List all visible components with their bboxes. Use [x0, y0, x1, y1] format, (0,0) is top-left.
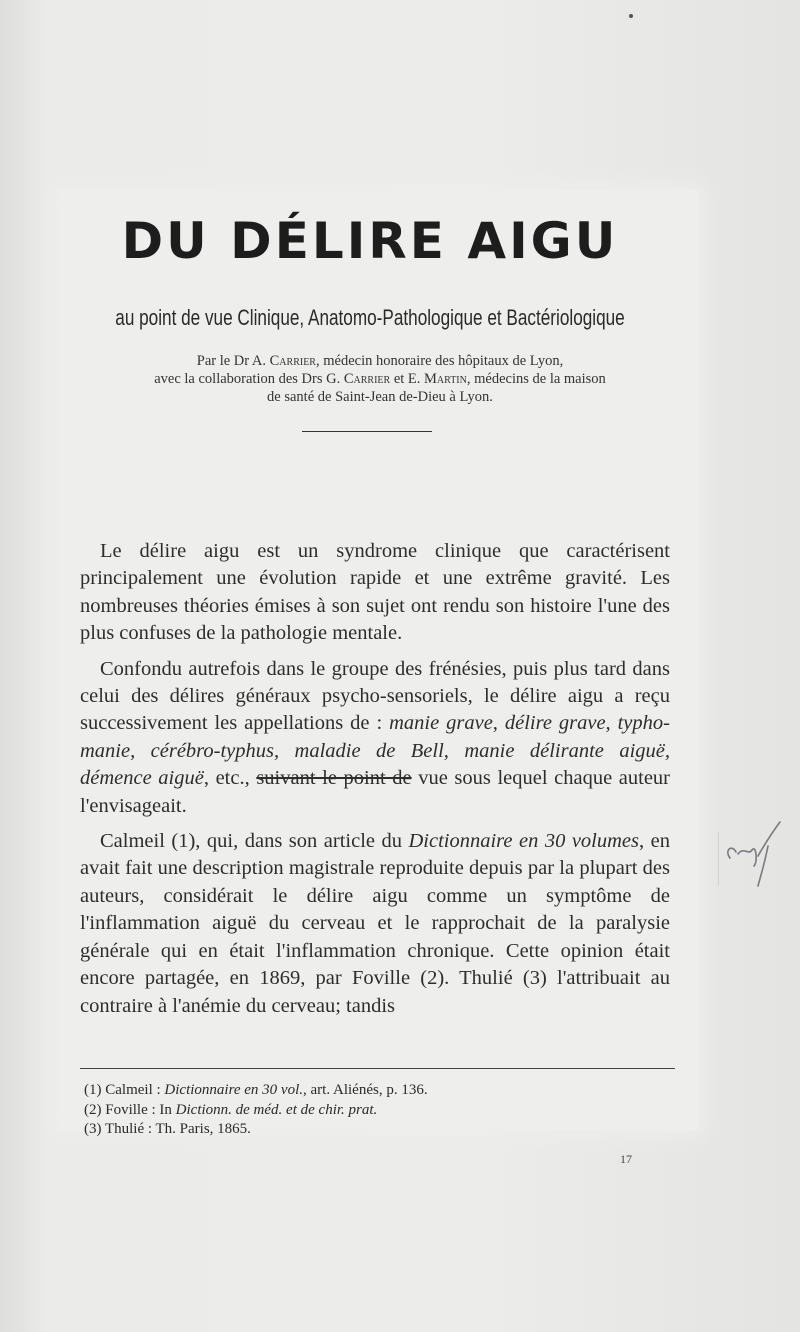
paragraph-text: , etc.,: [203, 767, 257, 790]
byline-text: , médecin honoraire des hôpitaux de Lyon,: [315, 353, 564, 369]
struck-text: suivant le point de: [256, 767, 412, 790]
article-body: [80, 538, 670, 1020]
paragraph-text: Confondu autrefois dans le groupe des frénésies, puis plus tard dans celui des délires généraux psycho-sensoriels, le délire aigu a reçu successivement les appellations de :: [80, 657, 670, 735]
article-subtitle: au point de vue Clinique, Anatomo-Pathologique et Bactériologique: [115, 305, 625, 330]
paragraph-text: , en avait fait une description magistrale reproduite depuis par la plupart des auteurs, considérait le délire aigu comme un symptôme de l'inflammation aiguë du cerveau et le rapprochait de la paralysie générale qui en était l'inflammation chronique. Cette opinion était encore partagée, en 1869, par Foville (2). Thulié (3) l'attribuait au contraire à l'anémie du cerveau; tandis: [80, 830, 670, 1017]
footnote-2: [84, 1101, 664, 1121]
footnote-1: [84, 1081, 664, 1101]
paragraph-2: [80, 656, 670, 820]
page-number: 17: [620, 1152, 632, 1166]
footnote-italic: Dictionn. de méd. et de chir. prat.: [175, 1101, 378, 1118]
author-name: Carrier: [343, 371, 391, 387]
paragraph-3: [80, 828, 670, 1020]
footnote-divider: [80, 1068, 675, 1069]
footnote-3: (3) Thulié : Th. Paris, 1865.: [84, 1121, 251, 1137]
byline-text: et E.: [390, 371, 425, 387]
footnote-text: , art. Aliénés, p. 136.: [303, 1082, 428, 1098]
footnote-italic: Dictionnaire en 30 vol.: [164, 1082, 303, 1098]
paragraph-1: Le délire aigu est un syndrome clinique que caractérisent principalement une évolution rapide et une extrême gravité. Les nombreuses théories émises à son sujet ont rendu son histoire l'une des plus confuses de la pathologie mentale.: [80, 540, 670, 645]
pencil-annotation-icon: [718, 816, 788, 896]
ink-spot: [629, 14, 633, 18]
italic-title: Dictionnaire en 30 volumes: [408, 830, 640, 853]
byline-text: , médecins de la maison: [466, 371, 606, 387]
author-name: Carrier: [269, 353, 316, 369]
footnotes: [84, 1081, 664, 1140]
byline-text: Par le Dr A.: [196, 353, 270, 369]
article-title: DU DÉLIRE AIGU: [121, 212, 619, 270]
byline-line-1: [90, 352, 670, 370]
footnote-text: (2) Foville : In: [84, 1101, 176, 1118]
italic-terms: manie grave, délire grave, typho-manie, cérébro-typhus, maladie de Bell, manie délirante aiguë, démence aiguë: [80, 712, 670, 790]
paragraph-text: Calmeil (1), qui, dans son article du: [100, 830, 409, 853]
paragraph-text: vue sous lequel chaque auteur l'envisageait.: [80, 767, 670, 817]
author-byline: [90, 352, 670, 406]
byline-line-3: de santé de Saint-Jean de-Dieu à Lyon.: [267, 389, 493, 405]
author-name: Martin: [424, 371, 467, 387]
footnote-text: (1) Calmeil :: [84, 1082, 165, 1098]
title-divider: [302, 431, 432, 432]
byline-text: avec la collaboration des Drs G.: [154, 371, 344, 387]
byline-line-2: [90, 370, 670, 388]
